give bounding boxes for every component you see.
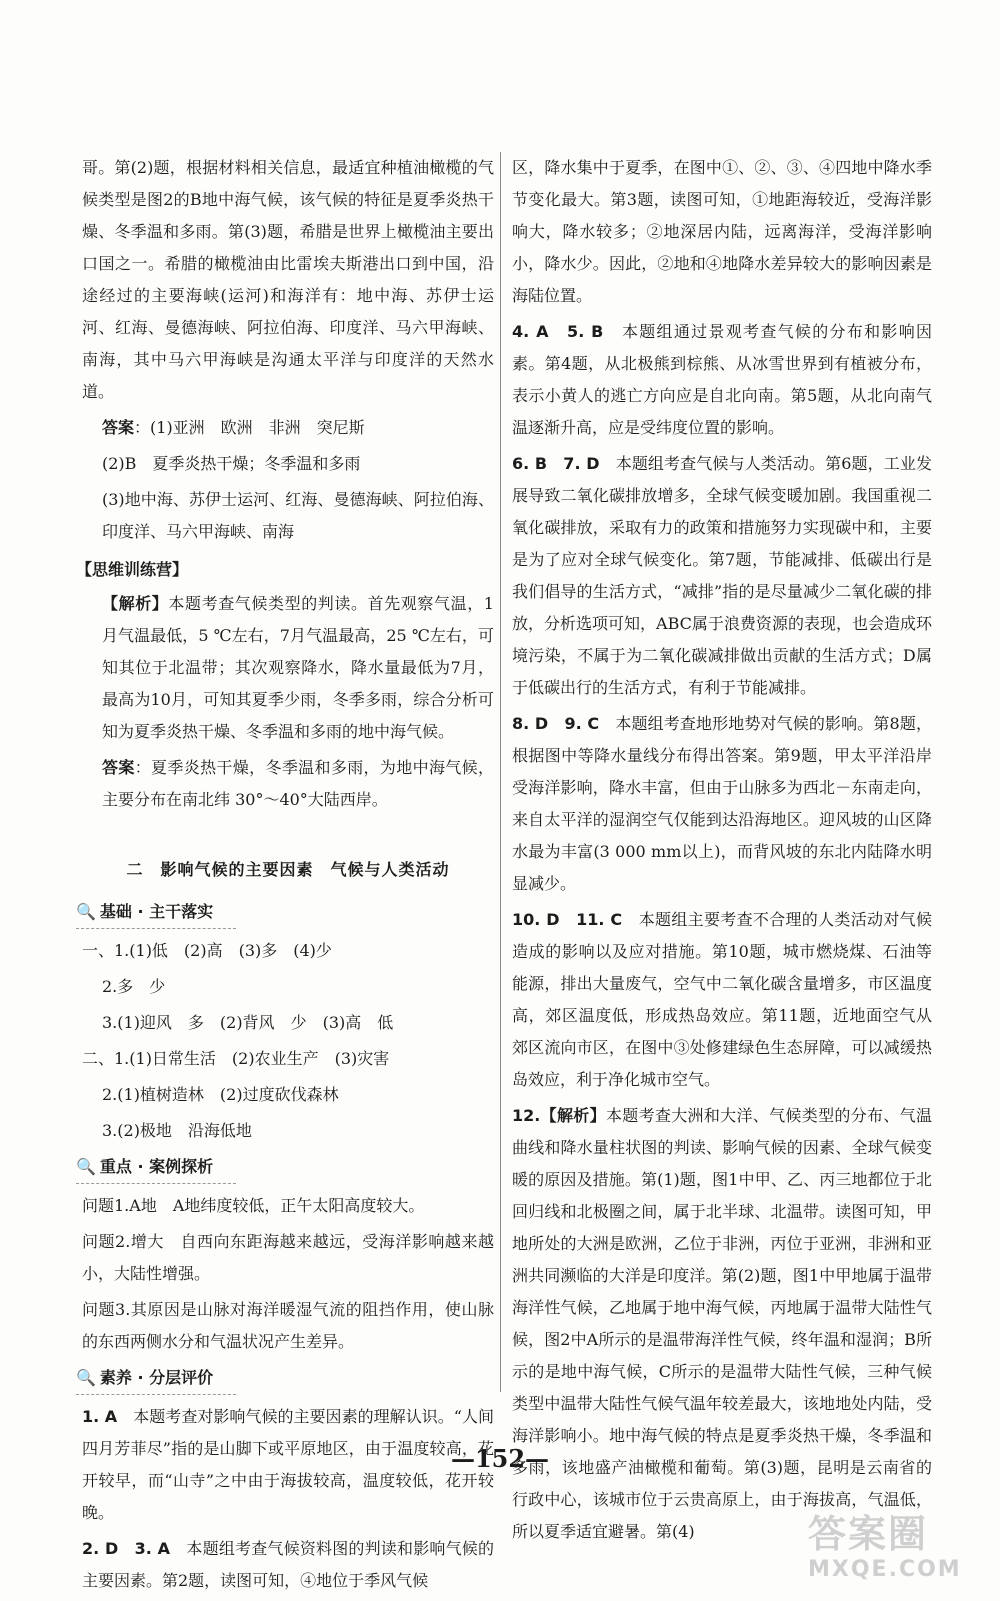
answer-explanation: 本题组考查气候资料图的判读和影响气候的主要因素。第2题，读图可知，④地位于季风气候 [82,1539,494,1590]
thinking-answer [82,752,494,816]
answer-number: 1. A [82,1407,118,1426]
basic-answer-line: 一、1.(1)低 (2)高 (3)多 (4)少 [82,941,332,960]
answer-number: 4. A 5. B [512,322,604,341]
basic-answer-line: 2.(1)植树造林 (2)过度砍伐森林 [102,1085,339,1104]
analysis-label: 【解析】 [102,594,169,613]
basic-answer-line: 3.(2)极地 沿海低地 [102,1121,252,1140]
answer-number: 8. D 9. C [512,714,600,733]
answer-item [512,448,932,704]
answer-explanation: 本题组通过景观考查气候的分布和影响因素。第4题，从北极熊到棕熊、从冰雪世界到有植被分布，表示小黄人的逃亡方向应是自北向南。第5题，从北向南气温逐渐升高，应是受纬度位置的影响。 [512,322,932,437]
answer-number: 10. D 11. C [512,910,623,929]
paragraph-q-continued: 哥。第(2)题，根据材料相关信息，最适宜种植油橄榄的气候类型是图2的B地中海气候，该气候的特征是夏季炎热干燥、冬季温和多雨。第(3)题，希腊是世界上橄榄油主要出口国之一。希腊的橄榄油由比雷埃夫斯港出口到中国，沿途经过的主要海峡(运河)和海洋有：地中海、苏伊士运河、红海、曼德海峡、阿拉伯海、印度洋、马六甲海峡、南海，其中马六甲海峡是沟通太平洋与印度洋的天然水道。 [82,158,494,401]
watermark-site: MXQE.COM [808,1557,962,1582]
key-heading-label: 重点 · 案例探析 [99,1157,214,1176]
answer-label: 答案 [102,418,135,437]
watermark-title: 答案圈 [808,1512,929,1556]
answer-explanation: 本题考查大洲和大洋、气候类型的分布、气温曲线和降水量柱状图的判读、影响气候的因素、全球气候变暖的原因及措施。第(1)题，图1中甲、乙、丙三地都位于北回归线和北极圈之间，属于北半球、北温带。读图可知，甲地所处的大洲是欧洲，乙位于非洲，丙位于亚洲，非洲和亚洲共同濒临的大洋是印度洋。第(2)题，图1中甲地属于温带海洋性气候，乙地属于地中海气候，丙地属于温带大陆性气候，图2中A所示的是温带海洋性气候，终年温和湿润；B所示的是地中海气候，C所示的是温带大陆性气候，三种气候类型中温带大陆性气候气温年较差最大，该地地处内陆，受海洋影响小。地中海气候的特点是夏季炎热干燥，冬季温和多雨，该地盛产油橄榄和葡萄。第(3)题，昆明是云南省的行政中心，该城市位于云贵高原上，由于海拔高，气温低，所以夏季适宜避暑。第(4) [512,1106,932,1541]
basic-heading [76,896,236,929]
answer-explanation: 本题组考查气候与人类活动。第6题，工业发展导致二氧化碳排放增多，全球气候变暖加剧。我国重视二氧化碳排放，采取有力的政策和措施努力实现碳中和，主要是为了应对全球气候变化。第7题，节能减排、低碳出行是我们倡导的生活方式，“减排”指的是尽量减少二氧化碳的排放，分析选项可知，ABC属于浪费资源的表现，也会造成环境污染，不属于为二氧化碳减排做出贡献的生活方式；D属于低碳出行的生活方式，有利于节能减排。 [512,454,932,697]
answer-number: 6. B 7. D [512,454,600,473]
section-title: 二 影响气候的主要因素 气候与人类活动 [126,860,450,879]
key-heading [76,1151,236,1184]
answer-item [512,316,932,444]
basic-answer-line: 二、1.(1)日常生活 (2)农业生产 (3)灾害 [82,1049,390,1068]
answer-line-3: (3)地中海、苏伊士运河、红海、曼德海峡、阿拉伯海、印度洋、马六甲海峡、南海 [102,490,494,541]
answer-item [512,1100,932,1548]
basic-heading-label: 基础 · 主干落实 [99,902,214,921]
answer-text: ：夏季炎热干燥，冬季温和多雨，为地中海气候，主要分布在南北纬 30°～40°大陆西岸。 [102,758,494,809]
answer-line-2: (2)B 夏季炎热干燥；冬季温和多雨 [102,454,361,473]
answer-line-1 [82,412,494,444]
case-question: 问题2.增大 自西向东距海越来越远，受海洋影响越来越小，大陆性增强。 [82,1232,494,1283]
watermark-logo [808,1512,988,1592]
page-number: —152— [450,1444,550,1473]
answer-item [512,708,932,900]
answer-item [512,904,932,1096]
answer-explanation: 本题组主要考查不合理的人类活动对气候造成的影响以及应对措施。第10题，城市燃烧煤、石油等能源，排出大量废气，空气中二氧化碳含量增多，市区温度高，郊区温度低，形成热岛效应。第11题，近地面空气从郊区流向市区，在图中③处修建绿色生态屏障，可以减缓热岛效应，利于净化城市空气。 [512,910,932,1089]
answer-number: 12.【解析】 [512,1106,606,1125]
answer-number: 2. D 3. A [82,1539,171,1558]
thinking-training-heading: 【思维训练营】 [76,560,189,579]
literacy-heading-label: 素养 · 分层评价 [99,1368,214,1387]
magnifier-icon: 🔍 [76,1368,96,1387]
answer-text: ：(1)亚洲 欧洲 非洲 突尼斯 [134,418,365,437]
thinking-analysis [82,588,494,748]
magnifier-icon: 🔍 [76,1157,96,1176]
answer-item [82,1533,494,1597]
answer-label: 答案 [102,758,135,777]
answer-continued: 区，降水集中于夏季，在图中①、②、③、④四地中降水季节变化最大。第3题，读图可知，①地距海较近，受海洋影响大，降水较多；②地深居内陆，远离海洋，受海洋影响小，降水少。因此，②地和④地降水差异较大的影响因素是海陆位置。 [512,158,932,305]
left-column [76,152,494,1601]
case-question: 问题3.其原因是山脉对海洋暖湿气流的阻挡作用，使山脉的东西两侧水分和气温状况产生差异。 [82,1300,494,1351]
magnifier-icon: 🔍 [76,902,96,921]
column-divider [500,152,501,1392]
analysis-text: 本题考查气候类型的判读。首先观察气温，1月气温最低，5 ℃左右，7月气温最高，25 ℃左右，可知其位于北温带；其次观察降水，降水量最低为7月，最高为10月，可知其夏季少雨，冬季多雨，综合分析可知为夏季炎热干燥、冬季温和多雨的地中海气候。 [102,594,494,741]
literacy-heading [76,1362,236,1395]
basic-answer-line: 2.多 少 [102,977,166,996]
answer-explanation: 本题考查对影响气候的主要因素的理解认识。“人间四月芳菲尽”指的是山脚下或平原地区，由于温度较高，花开较早，而“山寺”之中由于海拔较高，温度较低，花开较晚。 [82,1407,494,1522]
basic-answer-line: 3.(1)迎风 多 (2)背风 少 (3)高 低 [102,1013,394,1032]
right-column [512,152,932,1552]
case-question: 问题1.A地 A地纬度较低，正午太阳高度较大。 [82,1196,425,1215]
answer-explanation: 本题组考查地形地势对气候的影响。第8题，根据图中等降水量线分布得出答案。第9题，甲太平洋沿岸受海洋影响，降水丰富，但由于山脉多为西北－东南走向，来自太平洋的湿润空气仅能到达沿海地区。迎风坡的山区降水最为丰富(3 000 mm以上)，而背风坡的东北内陆降水明显减少。 [512,714,932,893]
